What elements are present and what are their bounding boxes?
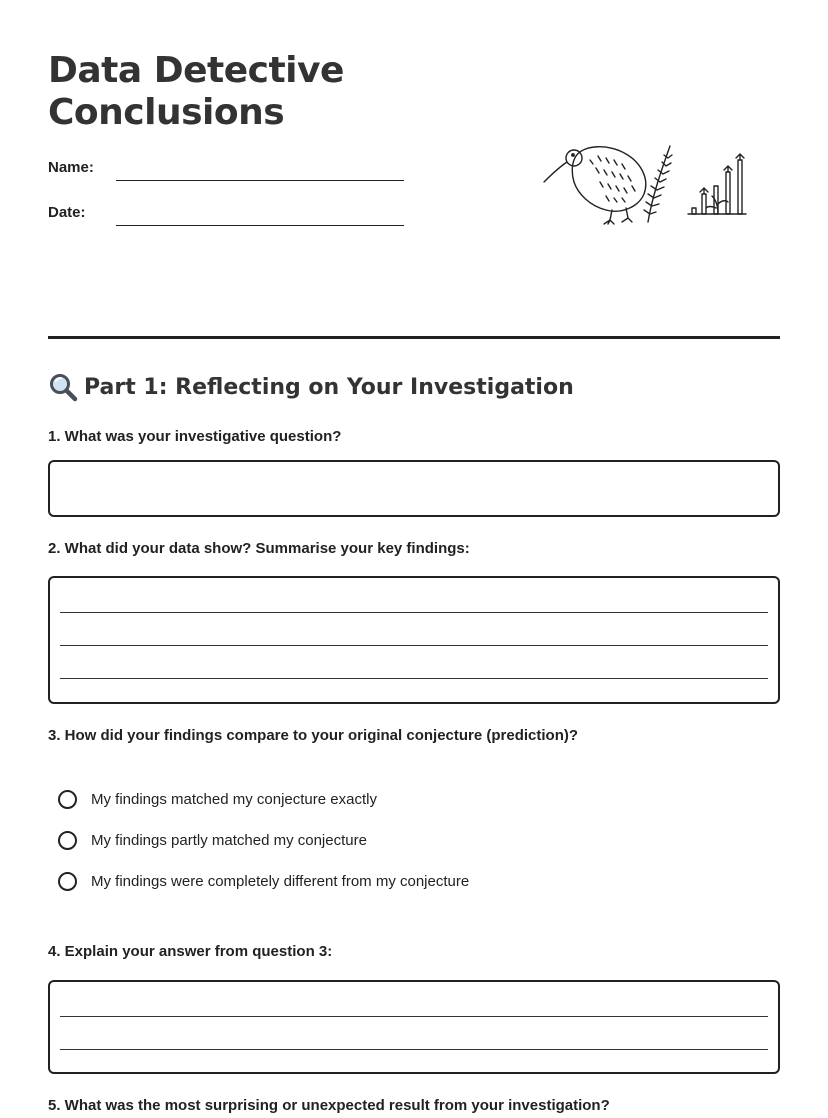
date-label: Date: [48, 204, 86, 221]
page-title-line-2: Conclusions [48, 92, 285, 133]
question-4-answer-box[interactable] [48, 980, 780, 1074]
name-field[interactable] [116, 180, 404, 181]
radio-button[interactable] [58, 790, 77, 809]
writing-line [60, 1016, 768, 1017]
writing-line [60, 1049, 768, 1050]
question-2-answer-box[interactable] [48, 576, 780, 704]
writing-line [60, 612, 768, 613]
question-1-answer-box[interactable] [48, 460, 780, 517]
kiwi-bird-fern-and-growth-chart-icon [540, 138, 750, 230]
section-1-title: Part 1: Reflecting on Your Investigation [84, 374, 574, 400]
page-title-line-1: Data Detective [48, 50, 344, 91]
q3-option-matched[interactable] [58, 790, 377, 809]
section-1-heading [48, 372, 574, 402]
question-3: 3. How did your findings compare to your original conjecture (prediction)? [48, 727, 579, 744]
date-field[interactable] [116, 225, 404, 226]
writing-line [60, 645, 768, 646]
section-divider [48, 336, 780, 339]
name-label: Name: [48, 159, 94, 176]
question-5: 5. What was the most surprising or unexpected result from your investigation? [48, 1097, 610, 1114]
question-1: 1. What was your investigative question? [48, 428, 342, 445]
radio-button[interactable] [58, 872, 77, 891]
radio-button[interactable] [58, 831, 77, 850]
q3-option-label: My findings matched my conjecture exactly [91, 791, 377, 808]
writing-line [60, 678, 768, 679]
page-title [48, 50, 344, 134]
question-2: 2. What did your data show? Summarise your key findings: [48, 540, 470, 557]
q3-option-different[interactable] [58, 872, 469, 891]
q3-option-partly-matched[interactable] [58, 831, 367, 850]
magnifying-glass-icon [48, 372, 78, 402]
q3-option-label: My findings were completely different from my conjecture [91, 873, 470, 890]
q3-option-label: My findings partly matched my conjecture [91, 832, 367, 849]
question-4: 4. Explain your answer from question 3: [48, 943, 333, 960]
